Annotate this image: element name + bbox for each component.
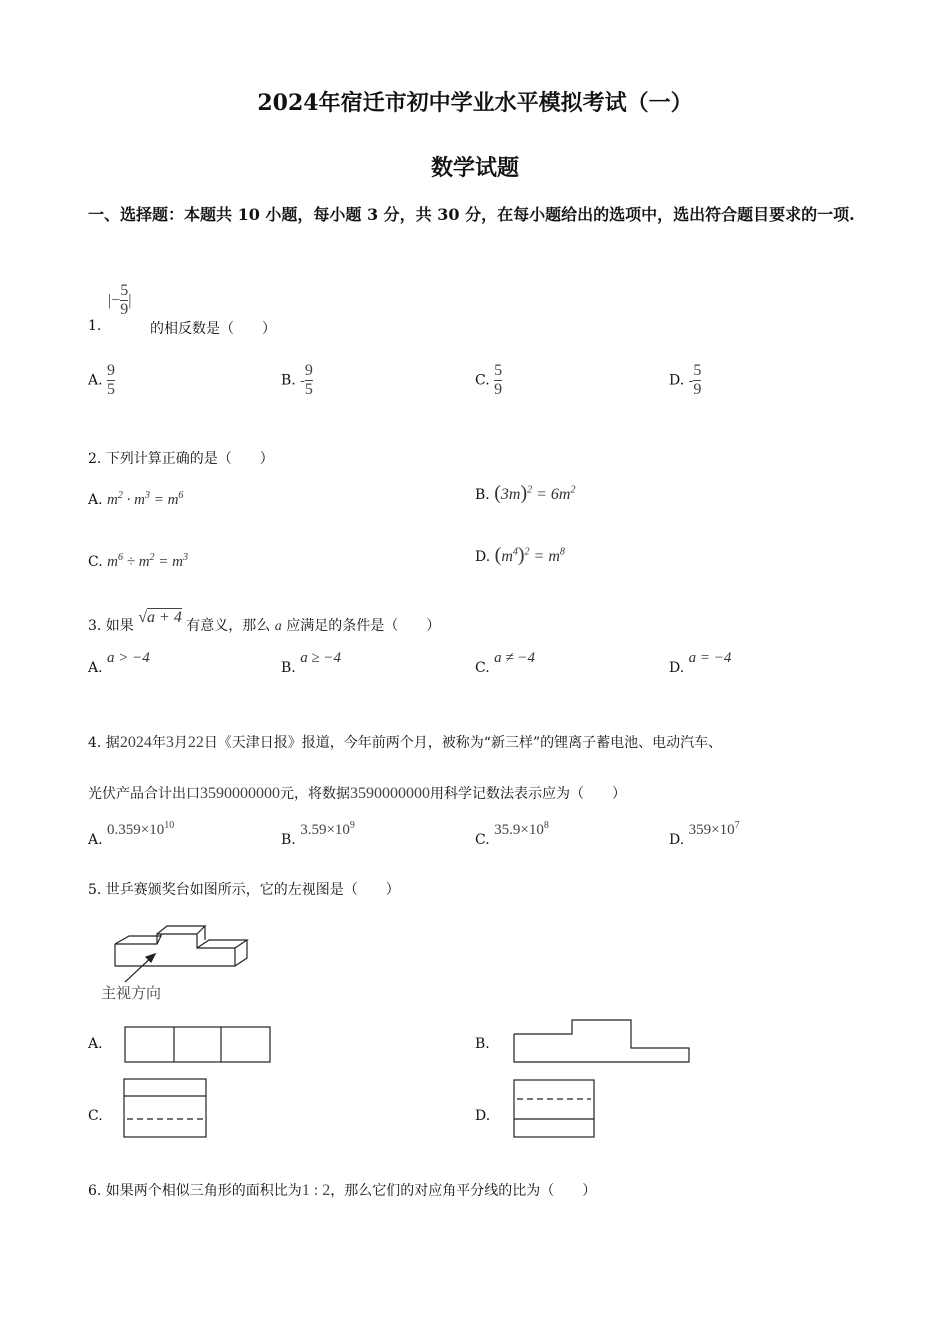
question-1-number: 1. (88, 318, 102, 334)
q1-option-a[interactable] (88, 362, 115, 399)
question-4-line-1 (88, 732, 722, 752)
option-expression: a = −4 (688, 650, 732, 666)
option-denominator: 9 (693, 381, 702, 398)
q1-option-d[interactable] (669, 362, 701, 399)
q4-number: 3590000000 (200, 785, 280, 802)
q5-option-c-figure[interactable] (123, 1078, 209, 1140)
q2-option-d[interactable]: D. $(m^4)^2 = m^8$ (475, 544, 565, 566)
q3-option-b[interactable] (281, 650, 342, 677)
q3-prefix: 3. 如果 (88, 618, 134, 634)
option-denominator: 5 (107, 381, 116, 398)
q4-text: 月 (173, 735, 188, 751)
q4-option-b[interactable] (281, 820, 355, 849)
podium-center-top (157, 926, 205, 934)
expr-denominator: 9 (120, 301, 129, 318)
q4-text: 4. 据 (88, 735, 120, 751)
q5-option-d-label[interactable]: D. (475, 1108, 491, 1124)
option-letter: A. (88, 492, 103, 508)
q3-option-c[interactable] (475, 650, 535, 677)
question-2-text: 2. 下列计算正确的是（ ） (88, 451, 274, 467)
question-6-text (88, 1180, 596, 1200)
podium-figure (95, 912, 265, 1007)
option-letter: C. (475, 832, 490, 848)
q1-option-b[interactable] (281, 362, 313, 399)
q3-radicand: a + 4 (147, 609, 182, 626)
option-letter: B. (475, 487, 490, 503)
option-base: 359×10 (688, 822, 735, 838)
q5-option-a-label[interactable]: A. (88, 1036, 103, 1052)
exam-title: 2024年宿迁市初中学业水平模拟考试（一） (257, 90, 693, 116)
option-letter: A. (88, 660, 103, 676)
option-letter: C. (475, 372, 490, 389)
podium-front-face (115, 934, 235, 966)
podium-right-top (197, 940, 247, 948)
q6-ratio: 1 : 2 (301, 1182, 331, 1199)
option-letter: B. (281, 660, 296, 676)
q6-text: ，那么它们的对应角平分线的比为（ ） (330, 1183, 597, 1199)
option-letter: B. (281, 372, 296, 389)
q6-text: 6. 如果两个相似三角形的面积比为 (88, 1183, 302, 1199)
q4-text: 元，将数据 (280, 786, 350, 802)
option-denominator: 5 (304, 381, 313, 398)
q5-option-d-figure[interactable] (513, 1079, 597, 1140)
q3-option-a[interactable] (88, 650, 150, 677)
question-1-expression: |− $\frac{5}{9}$ | (108, 282, 132, 318)
q4-month: 3 (165, 734, 174, 751)
option-letter: D. (475, 549, 491, 565)
option-exponent: 8 (543, 820, 549, 831)
question-3-text: 3. 如果 √a + 4 有意义，那么 a 应满足的条件是（ ） (88, 609, 441, 634)
q4-option-a[interactable] (88, 820, 175, 849)
question-1-text: 的相反数是（ ） (150, 321, 276, 337)
option-expression: a > −4 (107, 650, 150, 666)
option-sign: - (300, 373, 305, 389)
option-denominator: 9 (494, 381, 503, 398)
q3-variable: a (274, 619, 282, 634)
option-letter: A. (88, 832, 103, 848)
view-caption: 主视方向 (101, 984, 162, 1002)
q4-number-repeat: 3590000000 (350, 785, 430, 802)
option-letter: C. (88, 554, 103, 570)
q2-option-b[interactable]: B. $(3m)^2 = 6m^2$ (475, 482, 576, 504)
q4-option-d[interactable] (669, 820, 740, 849)
q3-suffix2: 应满足的条件是（ ） (286, 618, 441, 634)
option-expression: a ≠ −4 (494, 650, 535, 666)
section-heading: 一、选择题：本题共 10 小题，每小题 3 分，共 30 分，在每小题给出的选项中，选出符合题目要求的一项. (88, 205, 855, 224)
q5-option-c-label[interactable]: C. (88, 1108, 103, 1124)
option-numerator: 5 (494, 362, 503, 379)
option-expression: a ≥ −4 (300, 650, 342, 666)
option-exponent: 7 (734, 820, 740, 831)
option-exponent: 10 (164, 820, 175, 831)
expr-numerator: 5 (120, 282, 129, 299)
q4-day: 22 (187, 734, 204, 751)
option-letter: C. (475, 660, 490, 676)
q5-option-b-figure[interactable] (512, 1018, 692, 1064)
q5-option-b-label[interactable]: B. (475, 1036, 490, 1052)
option-exponent: 9 (349, 820, 355, 831)
q1-option-c[interactable] (475, 362, 502, 399)
option-letter: D. (669, 832, 685, 848)
q4-option-c[interactable] (475, 820, 549, 849)
option-base: 3.59×10 (300, 822, 350, 838)
option-base: 35.9×10 (494, 822, 544, 838)
option-letter: B. (281, 832, 296, 848)
q4-text: 光伏产品合计出口 (88, 786, 200, 802)
option-sign: - (688, 373, 694, 389)
option-letter: D. (669, 660, 685, 676)
q2-option-a[interactable]: A. $m^2 \cdot m^3 = m^6$ (88, 490, 184, 508)
question-5-text: 5. 世乒赛颁奖台如图所示，它的左视图是（ ） (88, 882, 400, 898)
option-letter: D. (669, 372, 685, 389)
question-4-line-2 (88, 783, 626, 803)
exam-subtitle: 数学试题 (430, 155, 519, 181)
q2-option-c[interactable]: C. $m^6 \div m^2 = m^3$ (88, 552, 189, 570)
option-letter: A. (88, 372, 103, 389)
q4-text: 日《天津日报》报道，今年前两个月，被称为“新三样”的锂离子蓄电池、电动汽车、 (203, 735, 723, 751)
q3-suffix: 有意义，那么 (186, 618, 271, 634)
option-numerator: 9 (107, 362, 116, 379)
q3-option-d[interactable] (669, 650, 732, 677)
q4-year: 2024 (119, 734, 152, 751)
q5-option-a-figure[interactable] (124, 1026, 272, 1064)
q4-text: 年 (151, 735, 166, 751)
option-base: 0.359×10 (107, 822, 165, 838)
podium-left-top (115, 936, 161, 944)
option-numerator: 9 (304, 362, 313, 379)
option-numerator: 5 (693, 362, 702, 379)
q4-text: 用科学记数法表示应为（ ） (430, 786, 626, 802)
